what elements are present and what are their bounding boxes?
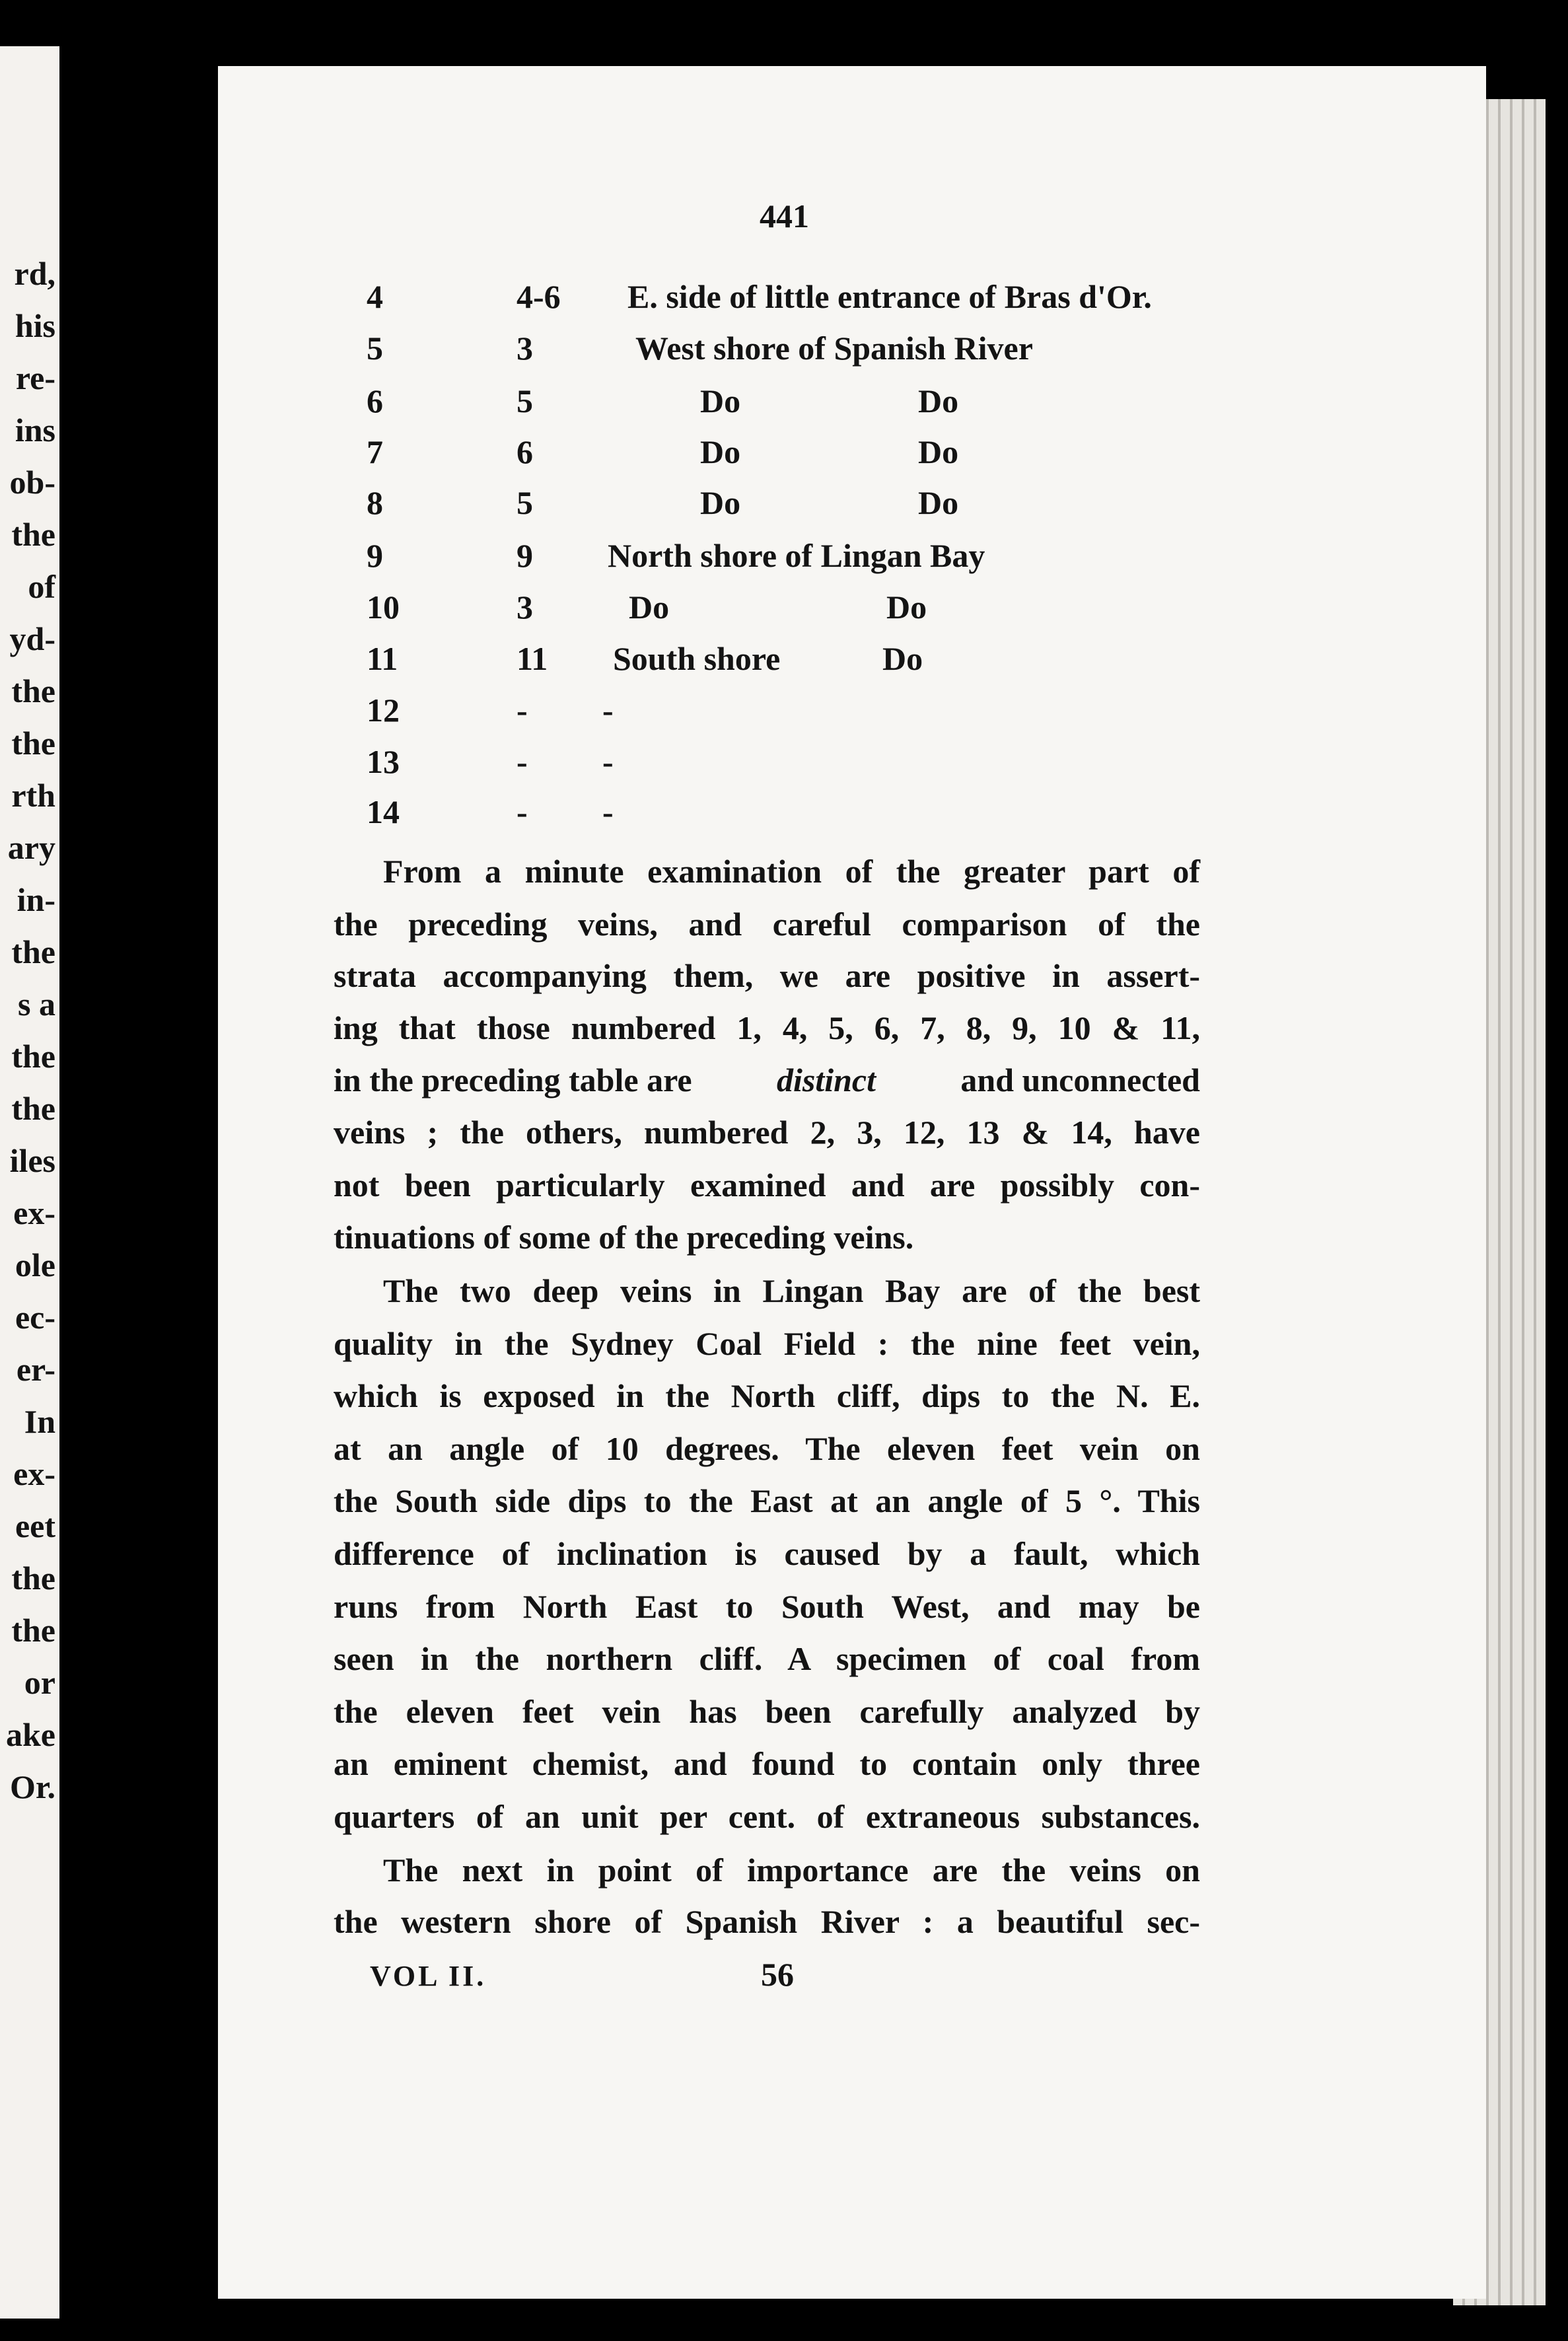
facing-page-fragment: the xyxy=(11,1090,55,1127)
table-row xyxy=(0,433,1568,479)
table-row xyxy=(0,742,1568,789)
text-line: the eleven feet vein has been carefully analyzed by xyxy=(334,1692,1200,1730)
vein-thickness: - xyxy=(517,692,528,729)
vein-number: 10 xyxy=(367,589,400,626)
text-line: an eminent chemist, and found to contain only three xyxy=(334,1745,1200,1783)
vein-number: 8 xyxy=(367,484,383,521)
facing-page-fragment: rth xyxy=(11,777,55,814)
facing-page-fragment: iles xyxy=(9,1142,55,1179)
facing-page-fragment: Or. xyxy=(10,1768,55,1805)
facing-page-fragment: the xyxy=(11,1560,55,1597)
facing-page-fragment: the xyxy=(11,725,55,762)
vein-location: South shore xyxy=(613,640,781,677)
vein-thickness: 9 xyxy=(517,537,533,574)
vein-number: 11 xyxy=(367,640,398,677)
vein-number: 13 xyxy=(367,743,400,780)
facing-page-fragment: ary xyxy=(7,829,55,866)
facing-page-fragment: in- xyxy=(17,881,55,918)
vein-location: North shore of Lingan Bay xyxy=(608,537,985,574)
footer-signature: 56 xyxy=(761,1956,794,1993)
ditto-mark: Do xyxy=(629,589,670,626)
text-line: difference of inclination is caused by a fault, which xyxy=(334,1535,1200,1572)
table-row xyxy=(0,329,1568,375)
text-span: and unconnected xyxy=(960,1062,1200,1098)
italic-word: distinct xyxy=(776,1062,876,1098)
vein-location: E. side of little entrance of Bras d'Or. xyxy=(627,278,1152,315)
facing-page-fragment: ex- xyxy=(13,1194,55,1231)
text-line: The two deep veins in Lingan Bay are of the best xyxy=(383,1272,1200,1309)
text-line: seen in the northern cliff. A specimen of coal from xyxy=(334,1640,1200,1678)
vein-thickness: 4-6 xyxy=(517,278,561,315)
facing-page-fragment: ec- xyxy=(15,1299,55,1336)
ditto-mark: Do xyxy=(918,484,959,521)
vein-number: 7 xyxy=(367,433,383,470)
facing-page-fragment: of xyxy=(28,568,55,605)
text-line: the South side dips to the East at an angle of 5 °. This xyxy=(334,1482,1200,1520)
text-line: strata accompanying them, we are positive in assert- xyxy=(334,957,1200,994)
table-row xyxy=(0,588,1568,634)
facing-page-fragment: the xyxy=(11,516,55,553)
vein-number: 9 xyxy=(367,537,383,574)
vein-number: 5 xyxy=(367,330,383,367)
text-line: the western shore of Spanish River : a beautiful sec- xyxy=(334,1903,1200,1940)
facing-page-fragment: er- xyxy=(16,1351,55,1388)
table-row xyxy=(0,277,1568,324)
facing-page-fragment: the xyxy=(11,672,55,709)
facing-page-fragment: s a xyxy=(18,986,55,1023)
vein-location: - xyxy=(602,692,614,729)
facing-page-fragment: his xyxy=(15,307,55,344)
facing-page-fragment: re- xyxy=(15,359,55,396)
ditto-mark: Do xyxy=(882,640,923,677)
footer-volume: VOL II. xyxy=(370,1960,487,1992)
ditto-mark: Do xyxy=(700,484,741,521)
facing-page-fragment: ole xyxy=(15,1246,55,1283)
text-line: quarters of an unit per cent. of extraneous substances. xyxy=(334,1798,1200,1835)
facing-page-fragment: ex- xyxy=(13,1455,55,1492)
text-line: runs from North East to South West, and may be xyxy=(334,1587,1200,1625)
table-row xyxy=(0,484,1568,530)
text-span: in the preceding table are xyxy=(334,1062,692,1098)
ditto-mark: Do xyxy=(700,382,741,419)
vein-thickness: 5 xyxy=(517,382,533,419)
facing-page-fragment: rd, xyxy=(14,255,55,292)
facing-page-fragment: the xyxy=(11,1038,55,1075)
vein-thickness: 6 xyxy=(517,433,533,470)
vein-thickness: - xyxy=(517,743,528,780)
vein-number: 12 xyxy=(367,692,400,729)
ditto-mark: Do xyxy=(886,589,927,626)
facing-page-fragment: the xyxy=(11,933,55,970)
vein-number: 14 xyxy=(367,793,400,830)
text-line: the preceding veins, and careful comparison of the xyxy=(334,906,1200,943)
text-line: quality in the Sydney Coal Field : the nine feet vein, xyxy=(334,1324,1200,1362)
text-line: From a minute examination of the greater part of xyxy=(383,853,1200,890)
facing-page-fragment: ake xyxy=(6,1716,55,1753)
vein-location: - xyxy=(602,743,614,780)
vein-location: - xyxy=(602,793,614,830)
facing-page-fragment: eet xyxy=(15,1507,55,1544)
text-line: ing that those numbered 1, 4, 5, 6, 7, 8, 9, 10 & 11, xyxy=(334,1009,1200,1046)
text-line: tinuations of some of the preceding veins. xyxy=(334,1219,914,1256)
facing-page-fragment: yd- xyxy=(9,620,55,657)
text-line: not been particularly examined and are possibly con- xyxy=(334,1167,1200,1204)
text-line: at an angle of 10 degrees. The eleven feet vein on xyxy=(334,1429,1200,1467)
ditto-mark: Do xyxy=(918,433,959,470)
facing-page-fragment: the xyxy=(11,1612,55,1649)
facing-page-fragment: In xyxy=(24,1403,55,1440)
vein-thickness: 5 xyxy=(517,484,533,521)
text-line: The next in point of importance are the veins on xyxy=(383,1852,1200,1889)
table-row xyxy=(0,382,1568,428)
vein-thickness: - xyxy=(517,793,528,830)
facing-page-fragment: ins xyxy=(15,412,55,449)
vein-location: West shore of Spanish River xyxy=(635,330,1033,367)
vein-thickness: 11 xyxy=(517,640,548,677)
ditto-mark: Do xyxy=(918,382,959,419)
facing-page-fragment: or xyxy=(24,1664,55,1701)
text-line xyxy=(334,1061,1200,1099)
vein-number: 6 xyxy=(367,382,383,419)
text-line: which is exposed in the North cliff, dips to the N. E. xyxy=(334,1377,1200,1415)
vein-thickness: 3 xyxy=(517,330,533,367)
table-row xyxy=(0,691,1568,737)
page-number: 441 xyxy=(760,198,809,234)
table-row xyxy=(0,639,1568,686)
vein-thickness: 3 xyxy=(517,589,533,626)
table-row xyxy=(0,793,1568,839)
text-line: veins ; the others, numbered 2, 3, 12, 13 & 14, have xyxy=(334,1114,1200,1151)
facing-page-fragment: ob- xyxy=(9,464,55,501)
table-row xyxy=(0,536,1568,583)
ditto-mark: Do xyxy=(700,433,741,470)
vein-number: 4 xyxy=(367,278,383,315)
